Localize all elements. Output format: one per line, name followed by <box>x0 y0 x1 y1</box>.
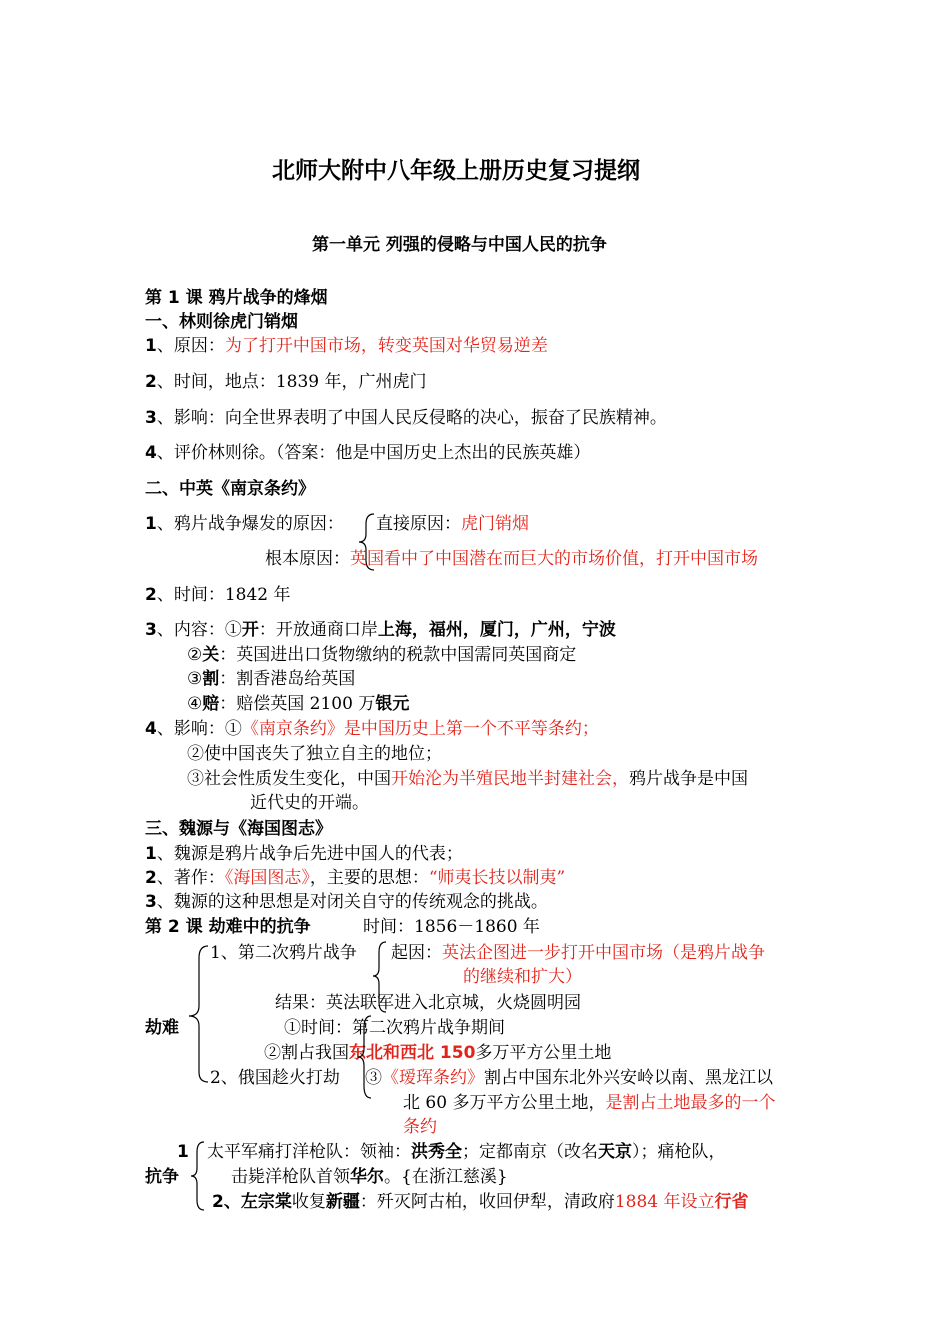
r2-bold: 东北和西北 150 <box>349 1043 476 1063</box>
s2-item-4 <box>145 718 599 740</box>
key-word: 关 <box>202 645 220 665</box>
root-cause-answer: 英国看中了中国潜在而巨大的市场价值，打开中国市场 <box>350 549 758 569</box>
jienan-label: 劫难 <box>145 1018 179 1038</box>
item-number: 3 <box>145 408 157 428</box>
item-label: 、著作： <box>156 868 225 888</box>
item-label: 、原因： <box>156 336 225 356</box>
book-title: 《海国图志》 <box>224 868 310 888</box>
mark: ③ <box>187 669 203 689</box>
direct-cause-label: 直接原因： <box>376 514 461 534</box>
russia-label: 2、俄国趁火打劫 <box>210 1068 340 1088</box>
kangzheng-item-2 <box>212 1191 749 1213</box>
lesson-1-title: 第 1 课 鸦片战争的烽烟 <box>145 288 328 308</box>
k2-text: ：歼灭阿古柏，收回伊犁，清政府 <box>359 1192 615 1212</box>
section-3-heading: 三、魏源与《海国图志》 <box>145 819 332 839</box>
effect-3-pre: ③社会性质发生变化，中国 <box>187 769 391 789</box>
r2-post: 多万平方公里土地 <box>475 1043 612 1063</box>
s3-item-1 <box>145 843 463 865</box>
root-cause <box>265 548 758 570</box>
item-label: 、鸦片战争爆发的原因： <box>156 514 344 534</box>
effect-3 <box>187 768 748 790</box>
section-2-heading: 二、中英《南京条约》 <box>145 479 315 499</box>
k2-num: 2、 <box>212 1192 241 1212</box>
k1-leader: 洪秀全 <box>411 1142 462 1162</box>
kangzheng-item-1-cont <box>231 1166 508 1188</box>
item-label: 、影响：① <box>156 719 242 739</box>
k2-place: 新疆 <box>325 1192 360 1212</box>
k2-end: 行省 <box>714 1192 749 1212</box>
content-text: ：赔偿英国 2100 万 <box>219 694 376 714</box>
content-text: ：割香港岛给英国 <box>219 669 356 689</box>
direct-cause-answer: 虎门销烟 <box>461 514 529 534</box>
s2-item-3 <box>145 619 616 641</box>
russia-point-3-cont2: 条约 <box>403 1117 437 1137</box>
war-time: 时间：1856－1860 年 <box>363 917 540 937</box>
effect-3-cont: 近代史的开端。 <box>250 793 369 813</box>
content-item-4 <box>187 693 409 715</box>
k1-cont-post: 。{在浙江慈溪} <box>384 1167 508 1187</box>
k1-city: 天京 <box>598 1142 632 1162</box>
item-label: 、内容： <box>156 620 225 640</box>
k2-name: 左宗棠 <box>240 1192 292 1212</box>
item-number: 1 <box>145 336 157 356</box>
item-number: 2 <box>145 372 157 392</box>
russia-point-3 <box>365 1067 773 1089</box>
cause-answer: 英法企图进一步打开中国市场（是鸦片战争 <box>442 943 765 963</box>
answer-text: 为了打开中国市场，转变英国对华贸易逆差 <box>224 336 548 356</box>
content-text: ：英国进出口货物缴纳的税款中国需同英国商定 <box>219 645 577 665</box>
russia-point-2 <box>264 1042 611 1064</box>
brace-jienan <box>186 944 210 1084</box>
s3-item-3 <box>145 891 548 913</box>
effect-2: ②使中国丧失了独立自主的地位； <box>187 744 442 764</box>
bold-word: 银元 <box>375 694 410 714</box>
s3-item-2 <box>145 867 565 889</box>
cause-answer-cont: 的继续和扩大） <box>463 967 582 987</box>
r3-cont-red: 是割占土地最多的一个 <box>605 1093 776 1113</box>
brace-kangzheng <box>188 1140 206 1214</box>
direct-cause <box>376 513 529 535</box>
quote-open: “ <box>428 868 438 888</box>
item-text: 、评价林则徐。（答案：他是中国历史上杰出的民族英雄） <box>156 443 591 463</box>
k1-post: ）；痛枪队， <box>632 1142 726 1162</box>
item-number: 1 <box>145 514 157 534</box>
r2-pre: ②割占我国 <box>264 1043 349 1063</box>
item-text: 、魏源是鸦片战争后先进中国人的代表； <box>156 844 463 864</box>
war-result: 结果：英法联军进入北京城，火烧圆明园 <box>275 993 581 1013</box>
mark: ② <box>187 645 203 665</box>
k2-red: 1884 年设立 <box>614 1192 715 1212</box>
r3-treaty: 《瑷珲条约》 <box>382 1068 484 1088</box>
mark: ① <box>224 620 242 640</box>
item-number: 4 <box>145 719 157 739</box>
key-word: 开 <box>241 620 259 640</box>
war-cause <box>391 942 765 964</box>
effect-1: 《南京条约》是中国历史上第一个不平等条约； <box>241 719 599 739</box>
mark: ④ <box>187 694 203 714</box>
item-text: 、时间：1842 年 <box>156 585 291 605</box>
item-text: 、时间，地点：1839 年，广州虎门 <box>156 372 427 392</box>
r3-cont-pre: 北 60 多万平方公里土地， <box>403 1093 606 1113</box>
key-word: 赔 <box>202 694 220 714</box>
k1-cont-name: 华尔 <box>350 1167 384 1187</box>
cause-label: 起因： <box>391 943 442 963</box>
s1-item-3 <box>145 407 667 429</box>
russia-point-3-cont <box>403 1092 775 1114</box>
s1-item-1 <box>145 335 548 357</box>
item-number: 2 <box>145 585 157 605</box>
k1-pre: 太平军痛打洋枪队：领袖： <box>207 1142 411 1162</box>
s2-item-2 <box>145 584 291 606</box>
kangzheng-label: 抗争 <box>145 1167 179 1187</box>
item-text: 、影响：向全世界表明了中国人民反侵略的决心，振奋了民族精神。 <box>156 408 667 428</box>
item-number: 2 <box>145 868 157 888</box>
effect-3-red: 开始沦为半殖民地半封建社会， <box>391 769 629 789</box>
s1-item-2 <box>145 371 427 393</box>
k1-mid: ；定都南京（改名 <box>462 1142 598 1162</box>
item-number: 3 <box>145 620 157 640</box>
russia-point-1: ①时间：第二次鸦片战争期间 <box>284 1018 505 1038</box>
item-number: 3 <box>145 892 157 912</box>
content-text: ：开放通商口岸 <box>258 620 378 640</box>
ports-list: 上海，福州，厦门，广州，宁波 <box>377 620 616 640</box>
lesson-2-title: 第 2 课 劫难中的抗争 <box>145 917 311 937</box>
kangzheng-item-1 <box>207 1141 726 1163</box>
document-title: 北师大附中八年级上册历史复习提纲 <box>272 158 640 184</box>
section-1-heading: 一、林则徐虎门销烟 <box>145 312 298 332</box>
kangzheng-item-1-num: 1 <box>177 1142 189 1162</box>
root-cause-label: 根本原因： <box>265 549 350 569</box>
k2-mid: 收复 <box>291 1192 326 1212</box>
content-item-2 <box>187 644 576 666</box>
quote-close: ” <box>556 868 566 888</box>
s1-item-4 <box>145 442 590 464</box>
item-text: 、魏源的这种思想是对闭关自守的传统观念的挑战。 <box>156 892 548 912</box>
item-number: 1 <box>145 844 157 864</box>
r3-text: 割占中国东北外兴安岭以南、黑龙江以 <box>484 1068 773 1088</box>
mid-text: ，主要的思想： <box>309 868 429 888</box>
effect-3-post: 鸦片战争是中国 <box>629 769 748 789</box>
key-word: 割 <box>202 669 220 689</box>
idea-text: 师夷长技以制夷 <box>437 868 557 888</box>
content-item-3 <box>187 668 355 690</box>
r3-mark: ③ <box>365 1068 382 1088</box>
second-opium-war: 1、第二次鸦片战争 <box>210 943 357 963</box>
s2-item-1 <box>145 513 344 535</box>
item-number: 4 <box>145 443 157 463</box>
k1-cont-pre: 击毙洋枪队首领 <box>231 1167 350 1187</box>
unit-title: 第一单元 列强的侵略与中国人民的抗争 <box>312 235 607 255</box>
